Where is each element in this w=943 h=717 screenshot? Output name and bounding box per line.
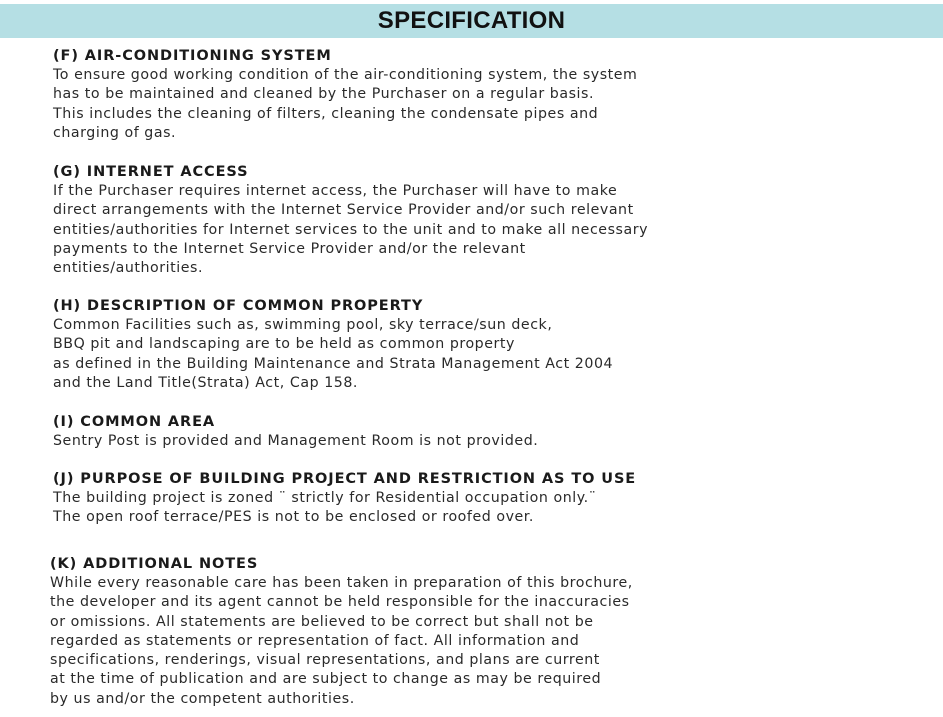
body-line: has to be maintained and cleaned by the Purchaser on a regular basis. <box>53 86 595 103</box>
header-bar <box>0 4 943 38</box>
body-line: Sentry Post is provided and Management Room is not provided. <box>53 433 539 449</box>
body-line: charging of gas. <box>53 124 177 141</box>
body-line: or omissions. All statements are believed to be correct but shall not be <box>50 613 594 630</box>
body-line: While every reasonable care has been taken in preparation of this brochure, <box>50 575 633 591</box>
section-heading: (J) PURPOSE OF BUILDING PROJECT AND RESTRICTION AS TO USE <box>53 471 637 487</box>
section-additional-notes <box>50 555 810 709</box>
body-line: entities/authorities. <box>53 260 204 277</box>
section-body <box>53 489 813 528</box>
section-air-conditioning <box>53 47 813 143</box>
body-line: as defined in the Building Maintenance and Strata Management Act 2004 <box>53 355 614 372</box>
section-internet-access <box>53 163 813 278</box>
body-line: specifications, renderings, visual representations, and plans are current <box>50 652 600 669</box>
body-line: This includes the cleaning of filters, cleaning the condensate pipes and <box>53 105 599 122</box>
body-line: entities/authorities for Internet services to the unit and to make all necessary <box>53 221 649 238</box>
section-heading: (K) ADDITIONAL NOTES <box>50 556 259 572</box>
page-title: SPECIFICATION <box>377 7 566 34</box>
body-line: To ensure good working condition of the air-conditioning system, the system <box>53 67 638 83</box>
body-line: direct arrangements with the Internet Service Provider and/or such relevant <box>53 202 634 219</box>
body-line: by us and/or the competent authorities. <box>50 690 355 707</box>
body-line: and the Land Title(Strata) Act, Cap 158. <box>53 374 358 391</box>
section-heading: (I) COMMON AREA <box>53 414 216 430</box>
section-heading: (G) INTERNET ACCESS <box>53 164 249 180</box>
body-line: payments to the Internet Service Provider and/or the relevant <box>53 240 526 257</box>
section-body <box>53 182 813 278</box>
body-line: the developer and its agent cannot be held responsible for the inaccuracies <box>50 594 630 611</box>
body-line: BBQ pit and landscaping are to be held as common property <box>53 336 515 353</box>
body-line: Common Facilities such as, swimming pool, sky terrace/sun deck, <box>53 317 553 333</box>
section-body <box>53 432 813 451</box>
section-body <box>50 574 810 709</box>
section-common-area <box>53 413 813 451</box>
body-line: The building project is zoned ¨ strictly for Residential occupation only.¨ <box>53 490 597 506</box>
section-body <box>53 316 813 393</box>
section-heading: (F) AIR-CONDITIONING SYSTEM <box>53 48 332 64</box>
section-common-property <box>53 297 813 393</box>
section-body <box>53 66 813 143</box>
body-line: regarded as statements or representation of fact. All information and <box>50 632 580 649</box>
body-line: at the time of publication and are subject to change as may be required <box>50 671 602 688</box>
section-purpose-restriction <box>53 470 813 528</box>
section-heading: (H) DESCRIPTION OF COMMON PROPERTY <box>53 298 424 314</box>
body-line: The open roof terrace/PES is not to be enclosed or roofed over. <box>53 509 534 526</box>
body-line: If the Purchaser requires internet access, the Purchaser will have to make <box>53 183 618 199</box>
